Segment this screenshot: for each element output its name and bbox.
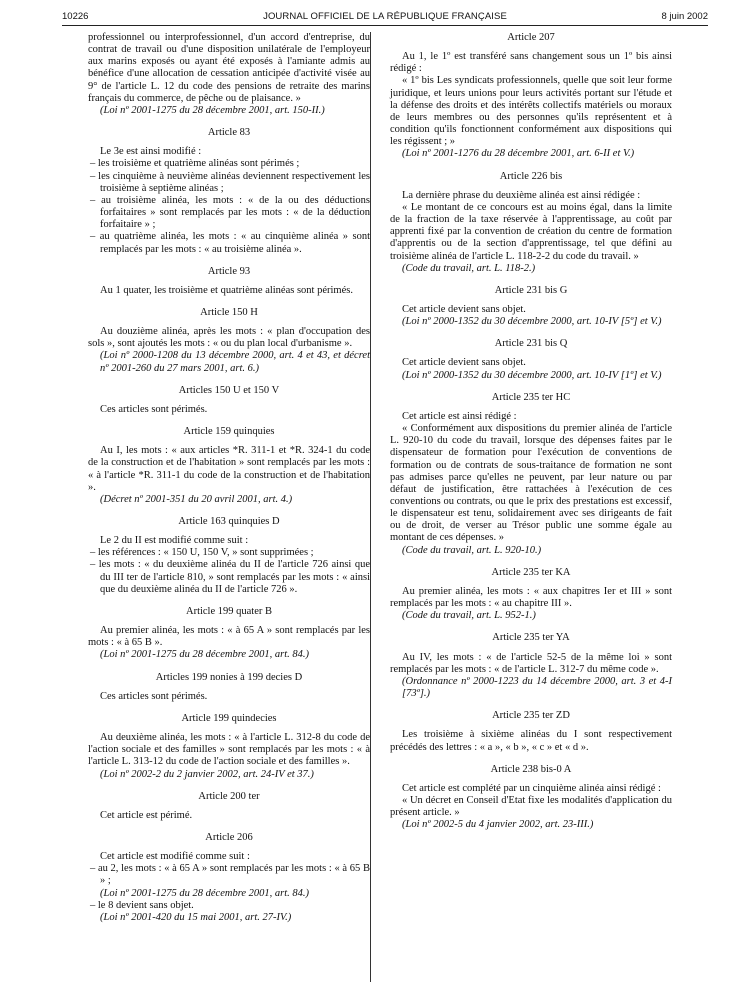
quoted-text: « 1º bis Les syndicats professionnels, quelle que soit leur forme juridique, et leurs unions pour leurs activités portant sur l'étude et la défense des droits et des intérêts collectifs matériels ou moraux de leurs membres ou des personnes qu'ils représentent et à condition qu'ils fonctionnent conformément aux dispositions qui les régissent ; » <box>390 75 672 148</box>
article-text: Au IV, les mots : « de l'article 52-5 de la même loi » sont remplacés par les mots : « de l'article L. 312-7 du même code ». <box>390 651 672 675</box>
article-heading: Article 235 ter YA <box>492 632 570 644</box>
article-heading: Article 206 <box>205 831 253 843</box>
article-heading: Article 207 <box>507 32 555 43</box>
list-item: – les mots : « du deuxième alinéa du II de l'article 726 ainsi que du III ter de l'article 810, » sont remplacés par les mots : « ainsi que du deuxième alinéa du II de l'article 726 ». <box>90 559 370 595</box>
article-text: Cet article est modifié comme suit : <box>100 851 250 863</box>
quoted-text: « Un décret en Conseil d'Etat fixe les modalités d'application du présent article. » <box>390 794 672 819</box>
legal-reference: (Ordonnance nº 2000-1223 du 14 décembre 2000, art. 3 et 4-I [73º].) <box>402 675 672 700</box>
article-text: La dernière phrase du deuxième alinéa est ainsi rédigée : <box>402 189 641 201</box>
article-text: Ces articles sont périmés. <box>100 690 208 702</box>
article-heading: Articles 150 U et 150 V <box>178 384 280 396</box>
article-heading: Article 235 ter HC <box>491 391 571 403</box>
article-heading: Article 199 quindecies <box>181 712 277 724</box>
article-heading: Article 163 quinquies D <box>178 516 280 527</box>
article-text: Au premier alinéa, les mots : « aux chapitres Ier et III » sont remplacés par les mots : « au chapitre III ». <box>390 585 672 610</box>
article-text: Au 1, le 1º est transféré sans changement sous un 1º bis ainsi rédigé : <box>390 51 672 75</box>
column-divider <box>370 32 371 982</box>
article-heading: Articles 199 nonies à 199 decies D <box>155 671 303 683</box>
article-text: Au douzième alinéa, après les mots : « plan d'occupation des sols », sont ajoutés les mots : « ou du plan local d'urbanisme ». <box>88 326 370 350</box>
legal-reference: (Code du travail, art. L. 952-1.) <box>402 610 536 622</box>
article-text: Au I, les mots : « aux articles *R. 311-1 et *R. 324-1 du code de la construction et de l'habitation » sont remplacés par les mots : « à l'article *R. 311-1 du code de la construction et de l'habitation ». <box>88 445 370 493</box>
legal-reference: (Code du travail, art. L. 920-10.) <box>402 544 542 556</box>
legal-reference: (Loi nº 2000-1352 du 30 décembre 2000, art. 10-IV [5º] et V.) <box>402 316 662 328</box>
list-item: – au 2, les mots : « à 65 A » sont remplacés par les mots : « à 65 B » ; <box>90 863 370 887</box>
article-heading: Article 199 quater B <box>185 605 272 617</box>
article-text: Au premier alinéa, les mots : « à 65 A » sont remplacés par les mots : « à 65 B ». <box>88 625 370 649</box>
right-column <box>390 32 672 831</box>
legal-reference: (Loi nº 2000-1208 du 13 décembre 2000, art. 4 et 43, et décret nº 2001-260 du 27 mars 2001, art. 6.) <box>100 350 370 374</box>
article-text: Au 1 quater, les troisième et quatrième alinéas sont périmés. <box>100 284 353 296</box>
article-heading: Article 93 <box>207 265 251 277</box>
list-item: – les cinquième à neuvième alinéas deviennent respectivement les troisième à septième alinéas ; <box>90 170 370 194</box>
quoted-text: « Le montant de ce concours est au moins égal, dans la limite de la fraction de la taxe réservée à l'apprentissage, au coût par apprenti fixé par la convention de création du centre de formation d'apprentis ou de la section d'apprentissage, tel que défini au troisième alinéa de l'article L. 118-2-2 du code du travail. » <box>390 201 672 262</box>
legal-reference: (Loi nº 2001-1275 du 28 décembre 2001, art. 150-II.) <box>100 104 325 116</box>
continued-paragraph: professionnel ou interprofessionnel, d'un accord d'entreprise, du contrat de travail ou d'une disposition unilatérale de l'employeur aux marins exposés ou ayant été exposés à l'amiante admis au bénéfice d'une allocation de cessation anticipée d'activité visée au 9° de l'article L. 12 du code des pensions de retraite des marins français du commerce, de pêche ou de plaisance. » <box>88 32 370 104</box>
legal-reference: (Loi nº 2001-420 du 15 mai 2001, art. 27-IV.) <box>100 911 292 923</box>
list-item: – les troisième et quatrième alinéas sont périmés ; <box>90 158 300 170</box>
article-text: Cet article devient sans objet. <box>402 357 526 369</box>
article-text: Cet article est ainsi rédigé : <box>402 410 517 422</box>
article-text: Le 2 du II est modifié comme suit : <box>100 535 249 547</box>
legal-reference: (Décret nº 2001-351 du 20 avril 2001, art. 4.) <box>100 493 293 505</box>
article-text: Ces articles sont périmés. <box>100 403 208 415</box>
legal-reference: (Loi nº 2002-2 du 2 janvier 2002, art. 24-IV et 37.) <box>100 768 314 780</box>
article-heading: Article 226 bis <box>499 170 563 182</box>
page-header <box>62 9 708 26</box>
article-text: Les troisième à sixième alinéas du I sont respectivement précédés des lettres : « a », « b », « c » et « d ». <box>390 729 672 753</box>
page-number: 10226 <box>62 11 89 22</box>
legal-reference: (Loi nº 2001-1276 du 28 décembre 2001, art. 6-II et V.) <box>402 148 635 160</box>
article-text: Cet article est périmé. <box>100 809 193 821</box>
article-text: Cet article est complété par un cinquième alinéa ainsi rédigé : <box>402 782 661 794</box>
legal-reference: (Loi nº 2000-1352 du 30 décembre 2000, art. 10-IV [1º] et V.) <box>402 369 662 381</box>
article-heading: Article 159 quinquies <box>183 426 275 438</box>
article-heading: Article 231 bis Q <box>494 338 568 350</box>
article-heading: Article 235 ter KA <box>491 566 571 578</box>
legal-reference: (Code du travail, art. L. 118-2.) <box>402 262 536 274</box>
journal-title: JOURNAL OFFICIEL DE LA RÉPUBLIQUE FRANÇAISE <box>263 11 507 22</box>
left-column <box>88 32 370 924</box>
article-text: Au deuxième alinéa, les mots : « à l'article L. 312-8 du code de l'action sociale et des familles » sont remplacés par les mots : « à l'article L. 313-12 du code de l'action sociale et des familles ». <box>88 732 370 768</box>
article-heading: Article 238 bis-0 A <box>490 763 572 775</box>
list-item: – au quatrième alinéa, les mots : « au cinquième alinéa » sont remplacés par les mots : « au troisième alinéa ». <box>90 231 370 255</box>
legal-reference: (Loi nº 2002-5 du 4 janvier 2002, art. 23-III.) <box>402 819 594 831</box>
article-heading: Article 231 bis G <box>494 284 568 296</box>
publication-date: 8 juin 2002 <box>661 11 708 22</box>
article-heading: Article 150 H <box>200 306 258 318</box>
legal-reference: (Loi nº 2001-1275 du 28 décembre 2001, art. 84.) <box>100 887 310 899</box>
article-heading: Article 200 ter <box>198 790 260 802</box>
article-text: Cet article devient sans objet. <box>402 303 526 315</box>
article-text: Le 3e est ainsi modifié : <box>100 146 202 158</box>
list-item: – le 8 devient sans objet. <box>90 899 194 911</box>
list-item: – les références : « 150 U, 150 V, » sont supprimées ; <box>90 547 314 559</box>
article-heading: Article 83 <box>207 127 251 139</box>
quoted-text: « Conformément aux dispositions du premier alinéa de l'article L. 920-10 du code du travail, lorsque des dépenses faites par le dispensateur de formation pour l'exécution de conventions de formation ou de contrats de sous-traitance de formation ne sont pas admises parce qu'elles ne peuvent, par leur nature ou par défaut de justification, être rattachées à l'exécution de ces conventions ou contrats, ou que le prix des prestations est excessif, le dispensateur est tenu, solidairement avec ses dirigeants de fait ou de droit, de verser au Trésor public une somme égale au montant de ces dépenses. » <box>390 423 672 544</box>
article-heading: Article 235 ter ZD <box>492 710 570 722</box>
legal-reference: (Loi nº 2001-1275 du 28 décembre 2001, art. 84.) <box>100 649 310 661</box>
list-item: – au troisième alinéa, les mots : « de la ou des déductions forfaitaires » sont remplacés par les mots : « de la déduction forfaitaire » ; <box>90 194 370 231</box>
